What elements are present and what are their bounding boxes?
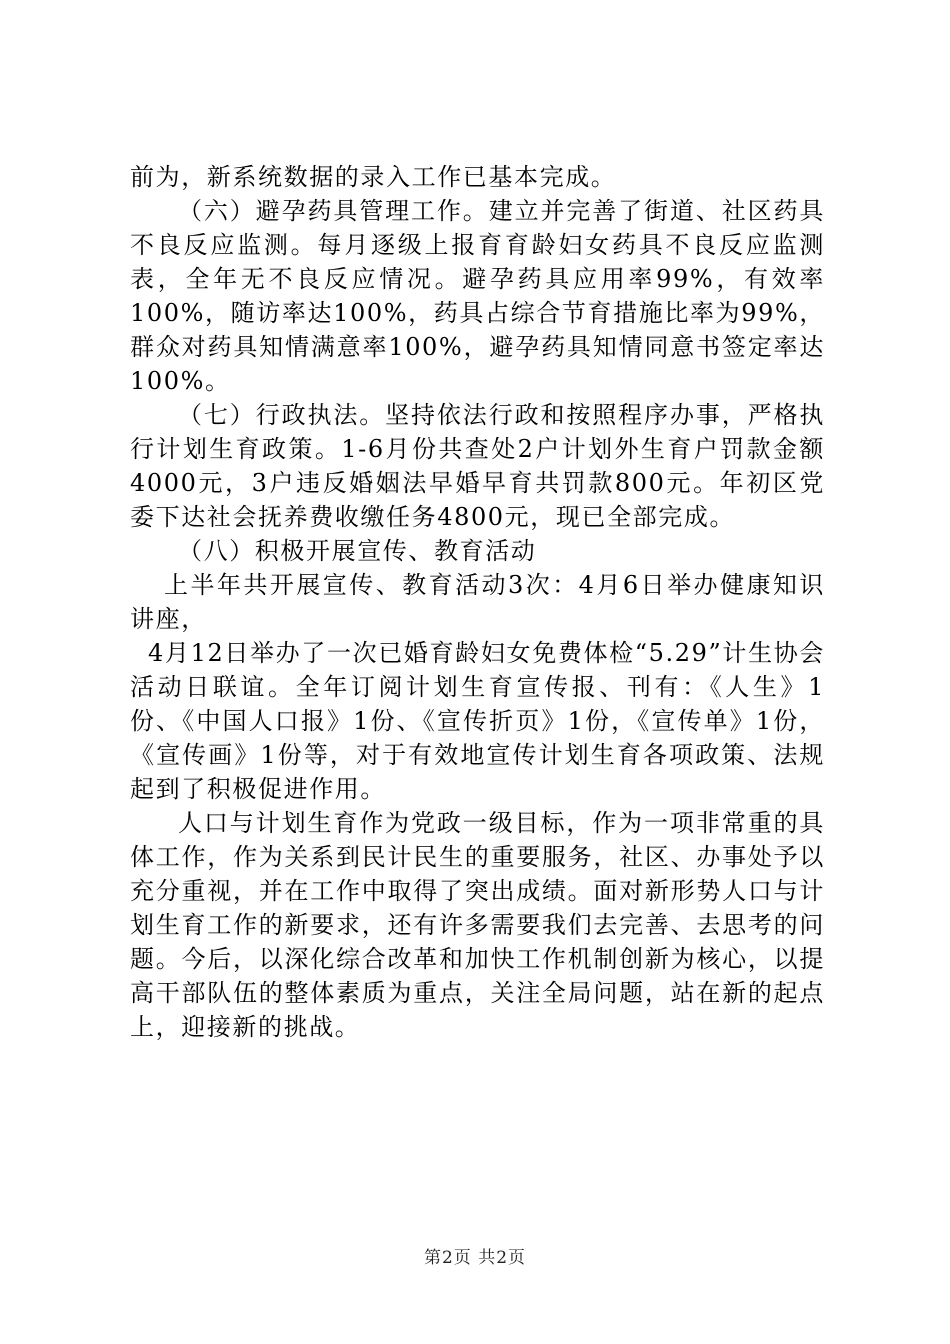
paragraph-continuation: 前为，新系统数据的录入工作已基本完成。 <box>130 163 617 191</box>
paragraph-publicity-activities: 上半年共开展宣传、教育活动3次：4月6日举办健康知识讲座， <box>130 571 825 633</box>
paragraph-conclusion: 人口与计划生育作为党政一级目标，作为一项非常重的具体工作，作为关系到民计民生的重要服务，社区、办事处予以充分重视，并在工作中取得了突出成绩。面对新形势人口与计划生育工作的新要求，还有许多需要我们去完善、去思考的问题。今后，以深化综合改革和加快工作机制创新为核心，以提高干部队伍的整体素质为重点，关注全局问题，站在新的起点上，迎接新的挑战。 <box>130 809 825 1041</box>
page-footer: 第2页 共2页 <box>423 1248 527 1268</box>
paragraph-administrative-enforcement: （七）行政执法。坚持依法行政和按照程序办事，严格执行计划生育政策。1-6月份共查处2户计划外生育户罚款金额4000元，3户违反婚姻法早婚早育共罚款800元。年初区党委下达社会抚养费收缴任务4800元，现已全部完成。 <box>130 401 825 531</box>
section-heading-publicity: （八）积极开展宣传、教育活动 <box>178 537 537 565</box>
paragraph-publicity-details: 4月12日举办了一次已婚育龄妇女免费体检“5.29”计生协会活动日联谊。全年订阅计划生育宣传报、刊有：《人生》1份、《中国人口报》1份、《宣传折页》1份，《宣传单》1份，《宣传画》1份等，对于有效地宣传计划生育各项政策、法规起到了积极促进作用。 <box>130 639 825 803</box>
document-body <box>130 160 825 1044</box>
paragraph-contraceptive-management: （六）避孕药具管理工作。建立并完善了街道、社区药具不良反应监测。每月逐级上报育育龄妇女药具不良反应监测表，全年无不良反应情况。避孕药具应用率99%，有效率100%，随访率达100%，药具占综合节育措施比率为99%，群众对药具知情满意率100%，避孕药具知情同意书签定率达100%。 <box>130 197 825 395</box>
